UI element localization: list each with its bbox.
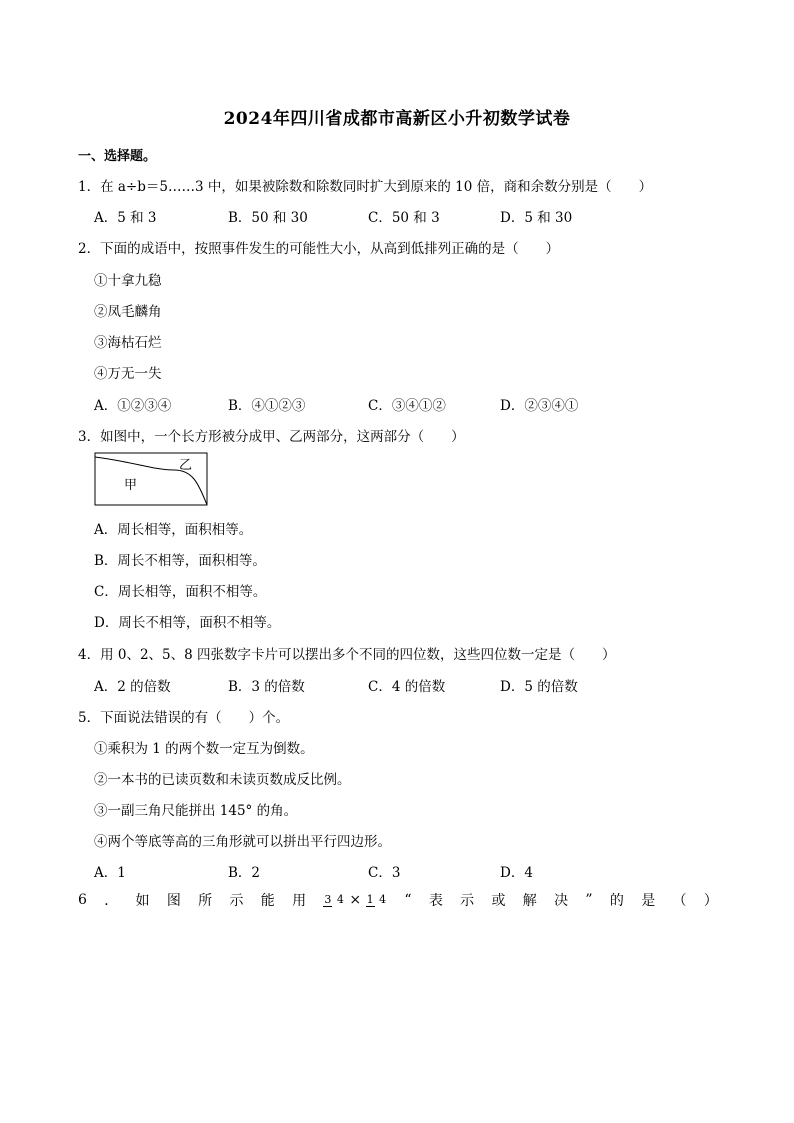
q3-option-b[interactable]: B．周长不相等，面积相等。	[94, 553, 266, 569]
q2-option-c[interactable]: C．③④①②	[368, 398, 446, 414]
q4-option-b[interactable]: B．3 的倍数	[228, 679, 305, 695]
q5-option-a[interactable]: A．1	[94, 865, 126, 881]
q6-char: ）	[703, 893, 718, 909]
question-3-stem: 3．如图中，一个长方形被分成甲、乙两部分，这两部分（ ）	[78, 429, 465, 445]
question-2-stem: 2．下面的成语中，按照事件发生的可能性大小，从高到低排列正确的是（ ）	[78, 241, 560, 257]
q2-option-d[interactable]: D．②③④①	[500, 398, 579, 414]
label-jia: 甲	[124, 478, 138, 493]
q6-char: 表	[428, 893, 443, 909]
q6-char: 示	[229, 893, 244, 909]
q5-option-d[interactable]: D．4	[500, 865, 533, 881]
question-4-stem: 4．用 0、2、5、8 四张数字卡片可以摆出多个不同的四位数，这些四位数一定是（ ）	[78, 647, 616, 663]
q2-option-b[interactable]: B．④①②③	[228, 398, 306, 414]
q2-item-2: ②凤毛麟角	[94, 304, 162, 320]
q5-option-b[interactable]: B．2	[228, 865, 261, 881]
q5-item-1: ①乘积为 1 的两个数一定互为倒数。	[94, 741, 314, 757]
question-1-stem: 1．在 a÷b＝5……3 中，如果被除数和除数同时扩大到原来的 10 倍，商和余数分别是（ ）	[78, 179, 653, 195]
q6-char: 所	[198, 893, 213, 909]
q1-option-a[interactable]: A．5 和 3	[94, 210, 157, 226]
q6-expression	[323, 892, 387, 908]
q6-char: 决	[554, 893, 569, 909]
q5-item-2: ②一本书的已读页数和未读页数成反比例。	[94, 772, 351, 788]
q6-char: 解	[522, 893, 537, 909]
q1-option-c[interactable]: C．50 和 3	[368, 210, 440, 226]
q2-item-1: ①十拿九稳	[94, 273, 162, 289]
label-yi: 乙	[179, 458, 193, 473]
q6-char: ．	[104, 893, 119, 909]
q3-option-c[interactable]: C．周长相等，面积不相等。	[94, 584, 267, 600]
q6-char: 能	[260, 893, 275, 909]
q1-option-b[interactable]: B．50 和 30	[228, 210, 308, 226]
q3-option-d[interactable]: D．周长不相等，面积不相等。	[94, 615, 281, 631]
q6-char: 如	[135, 893, 150, 909]
q4-option-d[interactable]: D．5 的倍数	[500, 679, 578, 695]
q1-option-d[interactable]: D．5 和 30	[500, 210, 573, 226]
q4-option-a[interactable]: A．2 的倍数	[94, 679, 171, 695]
rectangle-figure	[94, 452, 210, 508]
page-title: 2024年四川省成都市高新区小升初数学试卷	[223, 109, 571, 129]
q6-char: 示	[460, 893, 475, 909]
q5-item-4: ④两个等底等高的三角形就可以拼出平行四边形。	[94, 834, 391, 850]
q3-option-a[interactable]: A．周长相等，面积相等。	[94, 522, 253, 538]
q4-option-c[interactable]: C．4 的倍数	[368, 679, 446, 695]
fraction-1-4: 1 4	[366, 892, 387, 906]
question-6-stem	[78, 890, 718, 910]
q6-char: 用	[292, 893, 307, 909]
q6-char: 的	[609, 893, 624, 909]
q6-char: 6	[78, 892, 87, 908]
q6-char: ”	[585, 892, 593, 908]
q2-item-3: ③海枯石烂	[94, 335, 162, 351]
q5-option-c[interactable]: C．3	[368, 865, 401, 881]
q6-char: “	[404, 892, 412, 908]
q6-char: 或	[491, 893, 506, 909]
q6-char: 是	[641, 893, 656, 909]
times-sign: ×	[349, 892, 362, 908]
q2-option-a[interactable]: A．①②③④	[94, 398, 172, 414]
question-5-stem: 5．下面说法错误的有（ ）个。	[78, 710, 290, 726]
q6-char: 图	[166, 893, 181, 909]
q2-item-4: ④万无一失	[94, 366, 162, 382]
q5-item-3: ③一副三角尺能拼出 145° 的角。	[94, 803, 298, 819]
fraction-3-4: 3 4	[324, 892, 344, 906]
section-heading: 一、选择题。	[78, 149, 157, 164]
q6-char: （	[672, 893, 687, 909]
